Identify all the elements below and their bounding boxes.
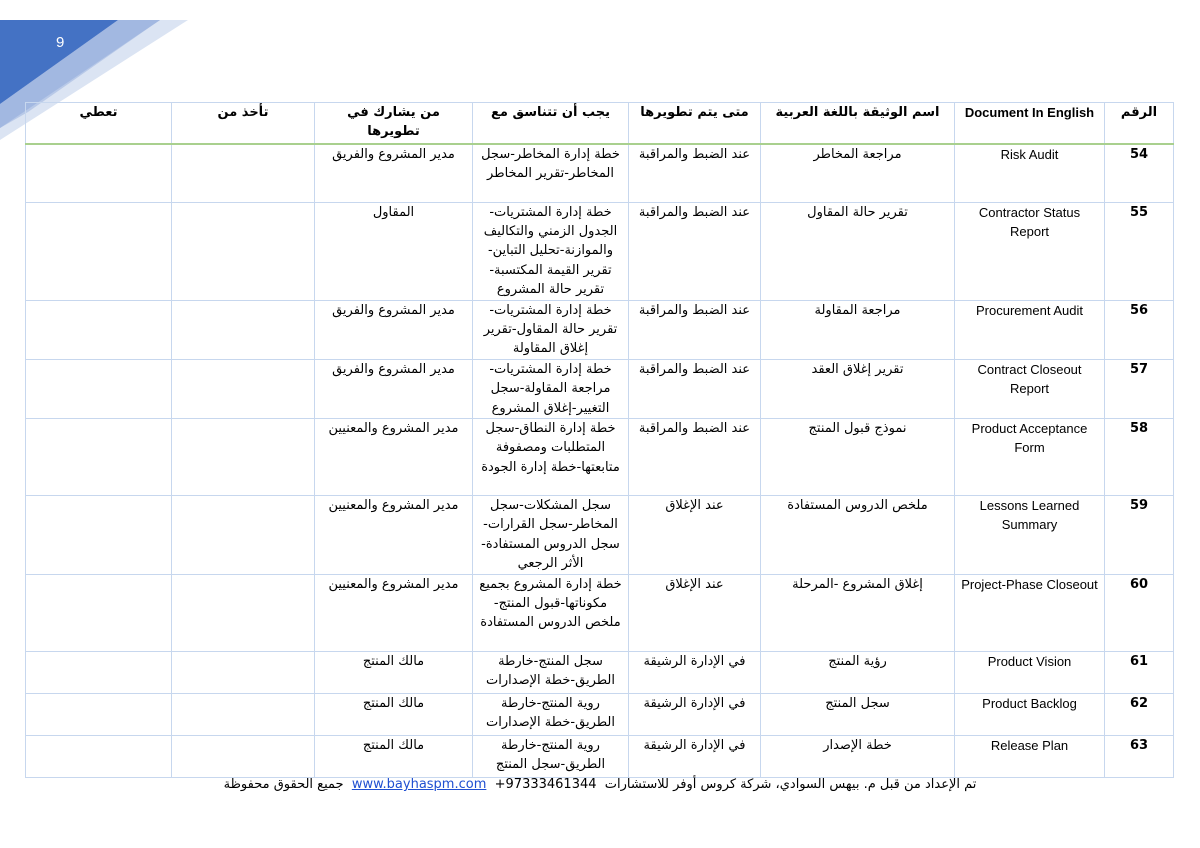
document-english: Project-Phase Closeout bbox=[955, 574, 1105, 651]
takes-from bbox=[172, 202, 315, 300]
takes-from bbox=[172, 495, 315, 574]
when-developed: عند الإغلاق bbox=[629, 574, 761, 651]
header-takes-from: تأخذ من bbox=[172, 103, 315, 145]
documents-table bbox=[25, 102, 1174, 778]
document-english: Product Acceptance Form bbox=[955, 418, 1105, 495]
gives bbox=[26, 693, 172, 735]
who-participates: مدير المشروع والفريق bbox=[315, 300, 473, 359]
table-row bbox=[26, 651, 1174, 693]
table-row bbox=[26, 359, 1174, 418]
header-coordinate-with: يجب أن تتناسق مع bbox=[473, 103, 629, 145]
row-number: 55 bbox=[1105, 202, 1174, 300]
when-developed: في الإدارة الرشيقة bbox=[629, 651, 761, 693]
header-document-arabic: اسم الوثيقة باللغة العربية bbox=[761, 103, 955, 145]
when-developed: عند الضبط والمراقبة bbox=[629, 144, 761, 202]
takes-from bbox=[172, 735, 315, 777]
document-arabic: إغلاق المشروع -المرحلة bbox=[761, 574, 955, 651]
gives bbox=[26, 651, 172, 693]
takes-from bbox=[172, 418, 315, 495]
gives bbox=[26, 735, 172, 777]
when-developed: عند الإغلاق bbox=[629, 495, 761, 574]
page-footer bbox=[0, 777, 1200, 792]
when-developed: عند الضبط والمراقبة bbox=[629, 418, 761, 495]
takes-from bbox=[172, 300, 315, 359]
document-english: Lessons Learned Summary bbox=[955, 495, 1105, 574]
table-row bbox=[26, 300, 1174, 359]
takes-from bbox=[172, 693, 315, 735]
when-developed: عند الضبط والمراقبة bbox=[629, 359, 761, 418]
table-row bbox=[26, 693, 1174, 735]
row-number: 61 bbox=[1105, 651, 1174, 693]
document-arabic: ملخص الدروس المستفادة bbox=[761, 495, 955, 574]
row-number: 57 bbox=[1105, 359, 1174, 418]
document-arabic: خطة الإصدار bbox=[761, 735, 955, 777]
gives bbox=[26, 202, 172, 300]
when-developed: عند الضبط والمراقبة bbox=[629, 202, 761, 300]
gives bbox=[26, 574, 172, 651]
page-number: 9 bbox=[56, 34, 65, 51]
footer-rights: جميع الحقوق محفوظة bbox=[223, 777, 344, 792]
footer-credit: تم الإعداد من قبل م. بيهس السوادي، شركة كروس أوفر للاستشارات bbox=[604, 777, 977, 792]
header-when-developed: متى يتم تطويرها bbox=[629, 103, 761, 145]
header-number: الرقم bbox=[1105, 103, 1174, 145]
coordinate-with: خطة إدارة المشتريات-الجدول الزمني والتكاليف والموازنة-تحليل التباين-تقرير القيمة المكتسبة-تقرير حالة المشروع bbox=[473, 202, 629, 300]
who-participates: مالك المنتج bbox=[315, 735, 473, 777]
who-participates: مدير المشروع والفريق bbox=[315, 359, 473, 418]
row-number: 63 bbox=[1105, 735, 1174, 777]
table-row bbox=[26, 495, 1174, 574]
row-number: 58 bbox=[1105, 418, 1174, 495]
when-developed: في الإدارة الرشيقة bbox=[629, 735, 761, 777]
coordinate-with: سجل المشكلات-سجل المخاطر-سجل القرارات-سجل الدروس المستفادة- الأثر الرجعي bbox=[473, 495, 629, 574]
table-row bbox=[26, 202, 1174, 300]
when-developed: عند الضبط والمراقبة bbox=[629, 300, 761, 359]
coordinate-with: روية المنتج-خارطة الطريق-خطة الإصدارات bbox=[473, 693, 629, 735]
row-number: 62 bbox=[1105, 693, 1174, 735]
coordinate-with: روية المنتج-خارطة الطريق-سجل المنتج bbox=[473, 735, 629, 777]
gives bbox=[26, 418, 172, 495]
document-english: Risk Audit bbox=[955, 144, 1105, 202]
document-english: Contractor Status Report bbox=[955, 202, 1105, 300]
document-english: Product Backlog bbox=[955, 693, 1105, 735]
header-gives: تعطي bbox=[26, 103, 172, 145]
takes-from bbox=[172, 651, 315, 693]
when-developed: في الإدارة الرشيقة bbox=[629, 693, 761, 735]
takes-from bbox=[172, 144, 315, 202]
table-row bbox=[26, 735, 1174, 777]
coordinate-with: خطة إدارة المشتريات-تقرير حالة المقاول-تقرير إغلاق المقاولة bbox=[473, 300, 629, 359]
footer-website-link[interactable]: www.bayhaspm.com bbox=[351, 777, 487, 792]
who-participates: مدير المشروع والمعنيين bbox=[315, 495, 473, 574]
who-participates: مدير المشروع والمعنيين bbox=[315, 574, 473, 651]
table-row bbox=[26, 418, 1174, 495]
row-number: 56 bbox=[1105, 300, 1174, 359]
who-participates: مالك المنتج bbox=[315, 693, 473, 735]
gives bbox=[26, 300, 172, 359]
coordinate-with: خطة إدارة النطاق-سجل المتطلبات ومصفوفة متابعتها-خطة إدارة الجودة bbox=[473, 418, 629, 495]
coordinate-with: خطة إدارة المشروع بجميع مكوناتها-قبول المنتج-ملخص الدروس المستفادة bbox=[473, 574, 629, 651]
document-english: Contract Closeout Report bbox=[955, 359, 1105, 418]
document-arabic: سجل المنتج bbox=[761, 693, 955, 735]
takes-from bbox=[172, 359, 315, 418]
table-header-row bbox=[26, 103, 1174, 145]
row-number: 59 bbox=[1105, 495, 1174, 574]
document-arabic: نموذج قبول المنتج bbox=[761, 418, 955, 495]
document-arabic: تقرير إغلاق العقد bbox=[761, 359, 955, 418]
who-participates: مالك المنتج bbox=[315, 651, 473, 693]
who-participates: مدير المشروع والمعنيين bbox=[315, 418, 473, 495]
coordinate-with: سجل المنتج-خارطة الطريق-خطة الإصدارات bbox=[473, 651, 629, 693]
header-who-participates: من يشارك في تطويرها bbox=[315, 103, 473, 145]
gives bbox=[26, 144, 172, 202]
takes-from bbox=[172, 574, 315, 651]
document-arabic: مراجعة المقاولة bbox=[761, 300, 955, 359]
who-participates: مدير المشروع والفريق bbox=[315, 144, 473, 202]
document-english: Release Plan bbox=[955, 735, 1105, 777]
coordinate-with: خطة إدارة المشتريات-مراجعة المقاولة-سجل التغيير-إغلاق المشروع bbox=[473, 359, 629, 418]
document-arabic: تقرير حالة المقاول bbox=[761, 202, 955, 300]
document-english: Procurement Audit bbox=[955, 300, 1105, 359]
header-document-english: Document In English bbox=[955, 103, 1105, 145]
gives bbox=[26, 359, 172, 418]
table-row bbox=[26, 144, 1174, 202]
gives bbox=[26, 495, 172, 574]
row-number: 54 bbox=[1105, 144, 1174, 202]
document-english: Product Vision bbox=[955, 651, 1105, 693]
document-arabic: رؤية المنتج bbox=[761, 651, 955, 693]
footer-phone: +97333461344 bbox=[494, 777, 597, 792]
document-arabic: مراجعة المخاطر bbox=[761, 144, 955, 202]
row-number: 60 bbox=[1105, 574, 1174, 651]
who-participates: المقاول bbox=[315, 202, 473, 300]
coordinate-with: خطة إدارة المخاطر-سجل المخاطر-تقرير المخاطر bbox=[473, 144, 629, 202]
table-row bbox=[26, 574, 1174, 651]
